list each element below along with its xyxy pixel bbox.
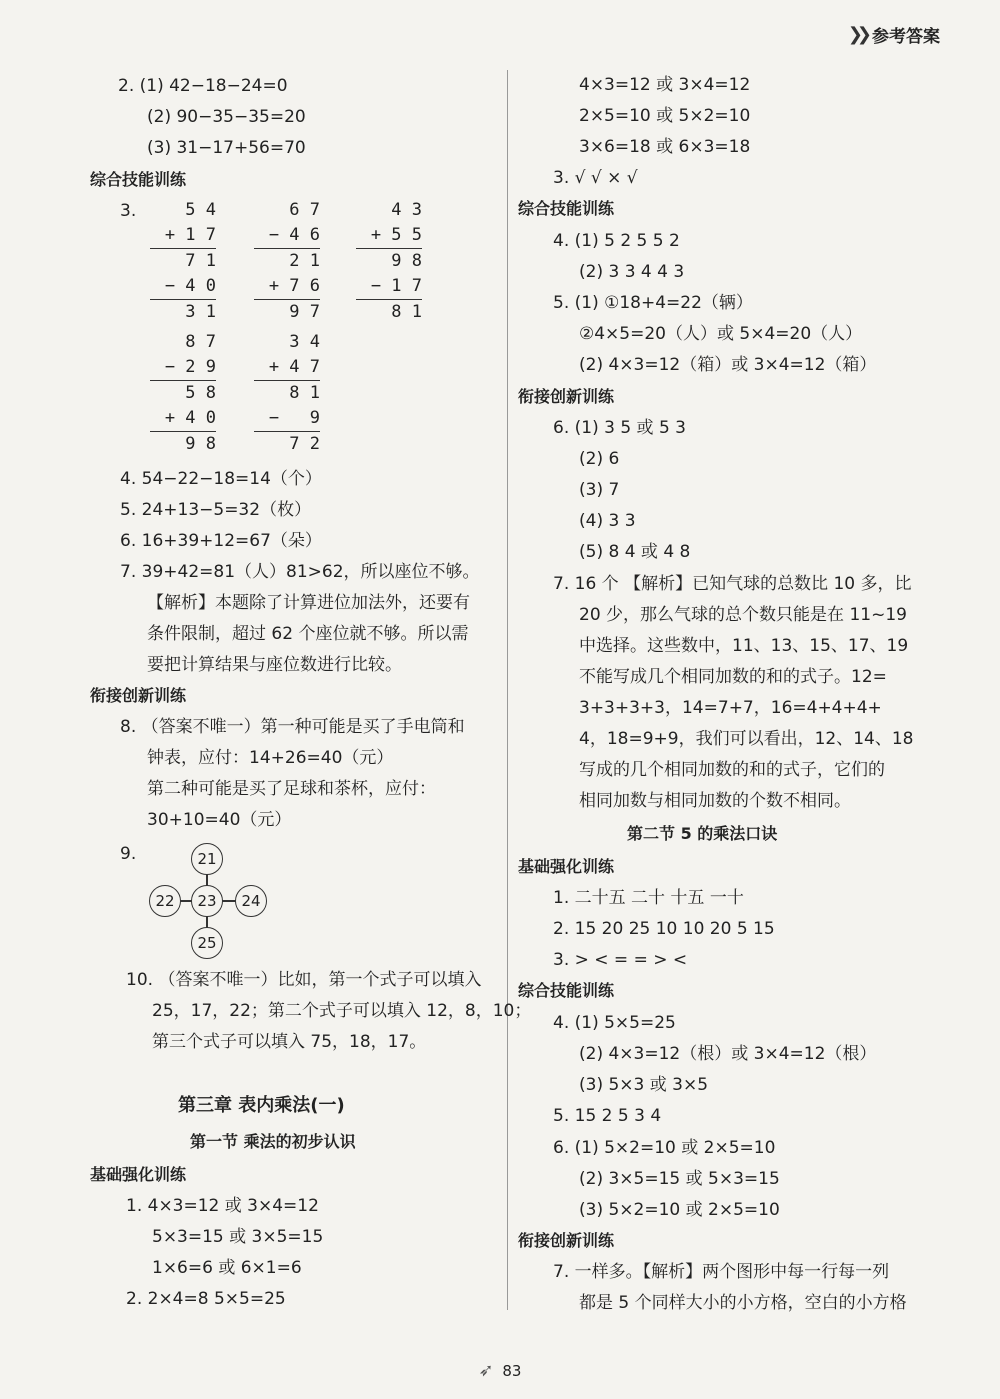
page-footer xyxy=(0,1360,1000,1381)
number-circle: 21 xyxy=(191,843,223,875)
answer-line: 4. (1) 5 2 5 5 2 xyxy=(553,231,680,251)
answer-line: 7. 一样多。【解析】两个图形中每一行每一列 xyxy=(553,1262,890,1282)
vertical-calculation xyxy=(150,330,216,457)
explanation-line: 相同加数与相同加数的个数不相同。 xyxy=(579,791,851,811)
answer-line: 5. 15 2 5 3 4 xyxy=(553,1106,662,1126)
double-chevron-icon: ❯❯ xyxy=(847,24,866,45)
answer-line: 5. (1) ①18+4=22（辆） xyxy=(553,293,753,313)
calc-row: 9 7 xyxy=(268,302,320,322)
calc-row: − 1 7 xyxy=(370,276,422,296)
answer-line: 1. 4×3=12 或 3×4=12 xyxy=(126,1196,319,1216)
header-title: 参考答案 xyxy=(872,27,940,47)
calc-row: 7 2 xyxy=(268,434,320,454)
answer-line: 4. (1) 5×5=25 xyxy=(553,1013,676,1033)
answer-line: (3) 5×3 或 3×5 xyxy=(579,1075,709,1095)
answer-line: 2×5=10 或 5×2=10 xyxy=(579,106,751,126)
answer-line: ②4×5=20（人）或 5×4=20（人） xyxy=(579,324,863,344)
calc-row: 3 4 xyxy=(268,332,320,352)
answer-line: 7. 16 个 【解析】已知气球的总数比 10 多，比 xyxy=(553,574,912,594)
section-heading: 综合技能训练 xyxy=(90,170,187,189)
answer-line: 2. (1) 42−18−24=0 xyxy=(118,76,288,96)
section-heading: 综合技能训练 xyxy=(518,981,615,1000)
answer-line: 第二种可能是买了足球和茶杯，应付： xyxy=(147,779,436,799)
calc-row: 6 7 xyxy=(268,200,320,220)
calc-row: 8 1 xyxy=(268,383,320,403)
answer-line: 6. 16+39+12=67（朵） xyxy=(120,531,322,551)
calc-row: 5 4 xyxy=(164,200,216,220)
calc-row: + 5 5 xyxy=(370,225,422,245)
answer-line: (5) 8 4 或 4 8 xyxy=(579,542,691,562)
section-heading: 衔接创新训练 xyxy=(518,1231,615,1250)
answer-line: 6. (1) 5×2=10 或 2×5=10 xyxy=(553,1138,776,1158)
question-number: 3. xyxy=(120,201,137,221)
number-circle: 24 xyxy=(235,885,267,917)
explanation-line: 4，18=9+9，我们可以看出，12、14、18 xyxy=(579,729,914,749)
vertical-calculation xyxy=(150,198,216,325)
calc-row: + 7 6 xyxy=(268,276,320,296)
answer-line: (2) 3 3 4 4 3 xyxy=(579,262,685,282)
explanation-line: 20 少，那么气球的总个数只能是在 11~19 xyxy=(579,605,907,625)
section-heading: 基础强化训练 xyxy=(90,1165,187,1184)
number-circle: 22 xyxy=(149,885,181,917)
answer-line: (2) 4×3=12（根）或 3×4=12（根） xyxy=(579,1044,877,1064)
answer-line: 第三个式子可以填入 75，18，17。 xyxy=(152,1032,427,1052)
answer-line: (3) 5×2=10 或 2×5=10 xyxy=(579,1200,780,1220)
answer-line: 30+10=40（元） xyxy=(147,810,292,830)
answer-line: 1. 二十五 二十 十五 一十 xyxy=(553,888,744,908)
answer-line: 1×6=6 或 6×1=6 xyxy=(152,1258,302,1278)
answer-line: (2) 90−35−35=20 xyxy=(147,107,306,127)
chapter-title: 第三章 表内乘法(一) xyxy=(178,1095,345,1116)
explanation-line: 3+3+3+3，14=7+7，16=4+4+4+ xyxy=(579,698,882,718)
answer-line: 10. （答案不唯一）比如，第一个式子可以填入 xyxy=(126,970,482,990)
section-heading: 衔接创新训练 xyxy=(518,387,615,406)
section-title: 第一节 乘法的初步认识 xyxy=(190,1132,356,1151)
calc-row: − 9 xyxy=(268,408,320,428)
calc-row: 5 8 xyxy=(164,383,216,403)
vertical-calculation xyxy=(254,330,320,457)
calc-row: + 4 7 xyxy=(268,357,320,377)
answer-line: 5. 24+13−5=32（枚） xyxy=(120,500,312,520)
explanation-line: 条件限制，超过 62 个座位就不够。所以需 xyxy=(147,624,469,644)
question-number: 9. xyxy=(120,844,137,864)
explanation-line: 【解析】本题除了计算进位加法外，还要有 xyxy=(147,593,470,613)
section-title: 第二节 5 的乘法口诀 xyxy=(627,824,778,843)
calc-row: − 4 6 xyxy=(268,225,320,245)
answer-line: (2) 3×5=15 或 5×3=15 xyxy=(579,1169,780,1189)
vertical-calculation xyxy=(356,198,422,325)
explanation-line: 写成的几个相同加数的和的式子，它们的 xyxy=(579,760,885,780)
calc-row: 4 3 xyxy=(370,200,422,220)
answer-line: 2. 2×4=8 5×5=25 xyxy=(126,1289,286,1309)
answer-line: 钟表，应付：14+26=40（元） xyxy=(147,748,394,768)
answer-line: 5×3=15 或 3×5=15 xyxy=(152,1227,324,1247)
answer-line: (2) 6 xyxy=(579,449,620,469)
section-heading: 综合技能训练 xyxy=(518,199,615,218)
explanation-line: 要把计算结果与座位数进行比较。 xyxy=(147,655,402,675)
calc-row: − 4 0 xyxy=(164,276,216,296)
column-divider xyxy=(507,70,508,1310)
number-circle: 23 xyxy=(191,885,223,917)
answer-line: 3. > < = = > < xyxy=(553,950,688,970)
page-number: 83 xyxy=(502,1362,522,1380)
answer-line: 3×6=18 或 6×3=18 xyxy=(579,137,751,157)
answer-line: 2. 15 20 25 10 10 20 5 15 xyxy=(553,919,775,939)
explanation-line: 中选择。这些数中，11、13、15、17、19 xyxy=(579,636,909,656)
answer-line: 8. （答案不唯一）第一种可能是买了手电筒和 xyxy=(120,717,465,737)
calc-row: − 2 9 xyxy=(164,357,216,377)
calc-row: 3 1 xyxy=(164,302,216,322)
answer-line: (3) 31−17+56=70 xyxy=(147,138,306,158)
explanation-line: 都是 5 个同样大小的小方格，空白的小方格 xyxy=(579,1293,907,1313)
bird-logo-icon: ➶ xyxy=(478,1360,494,1381)
answer-line: 6. (1) 3 5 或 5 3 xyxy=(553,418,686,438)
answer-line: (4) 3 3 xyxy=(579,511,636,531)
calc-row: + 4 0 xyxy=(164,408,216,428)
calc-row: 2 1 xyxy=(268,251,320,271)
answer-line: (2) 4×3=12（箱）或 3×4=12（箱） xyxy=(579,355,877,375)
page-header xyxy=(848,22,940,47)
calc-row: 9 8 xyxy=(370,251,422,271)
calc-row: 7 1 xyxy=(164,251,216,271)
calc-row: 8 1 xyxy=(370,302,422,322)
calc-row: 8 7 xyxy=(164,332,216,352)
answer-line: (3) 7 xyxy=(579,480,620,500)
answer-line: 4×3=12 或 3×4=12 xyxy=(579,75,751,95)
section-heading: 衔接创新训练 xyxy=(90,686,187,705)
explanation-line: 不能写成几个相同加数的和的式子。12= xyxy=(579,667,887,687)
section-heading: 基础强化训练 xyxy=(518,857,615,876)
answer-line: 4. 54−22−18=14（个） xyxy=(120,469,322,489)
vertical-calculation xyxy=(254,198,320,325)
calc-row: 9 8 xyxy=(164,434,216,454)
calc-row: + 1 7 xyxy=(164,225,216,245)
answer-line: 25，17，22；第二个式子可以填入 12，8，10； xyxy=(152,1001,532,1021)
answer-line: 3. √ √ × √ xyxy=(553,168,638,188)
answer-line: 7. 39+42=81（人）81>62，所以座位不够。 xyxy=(120,562,480,582)
number-circle: 25 xyxy=(191,927,223,959)
